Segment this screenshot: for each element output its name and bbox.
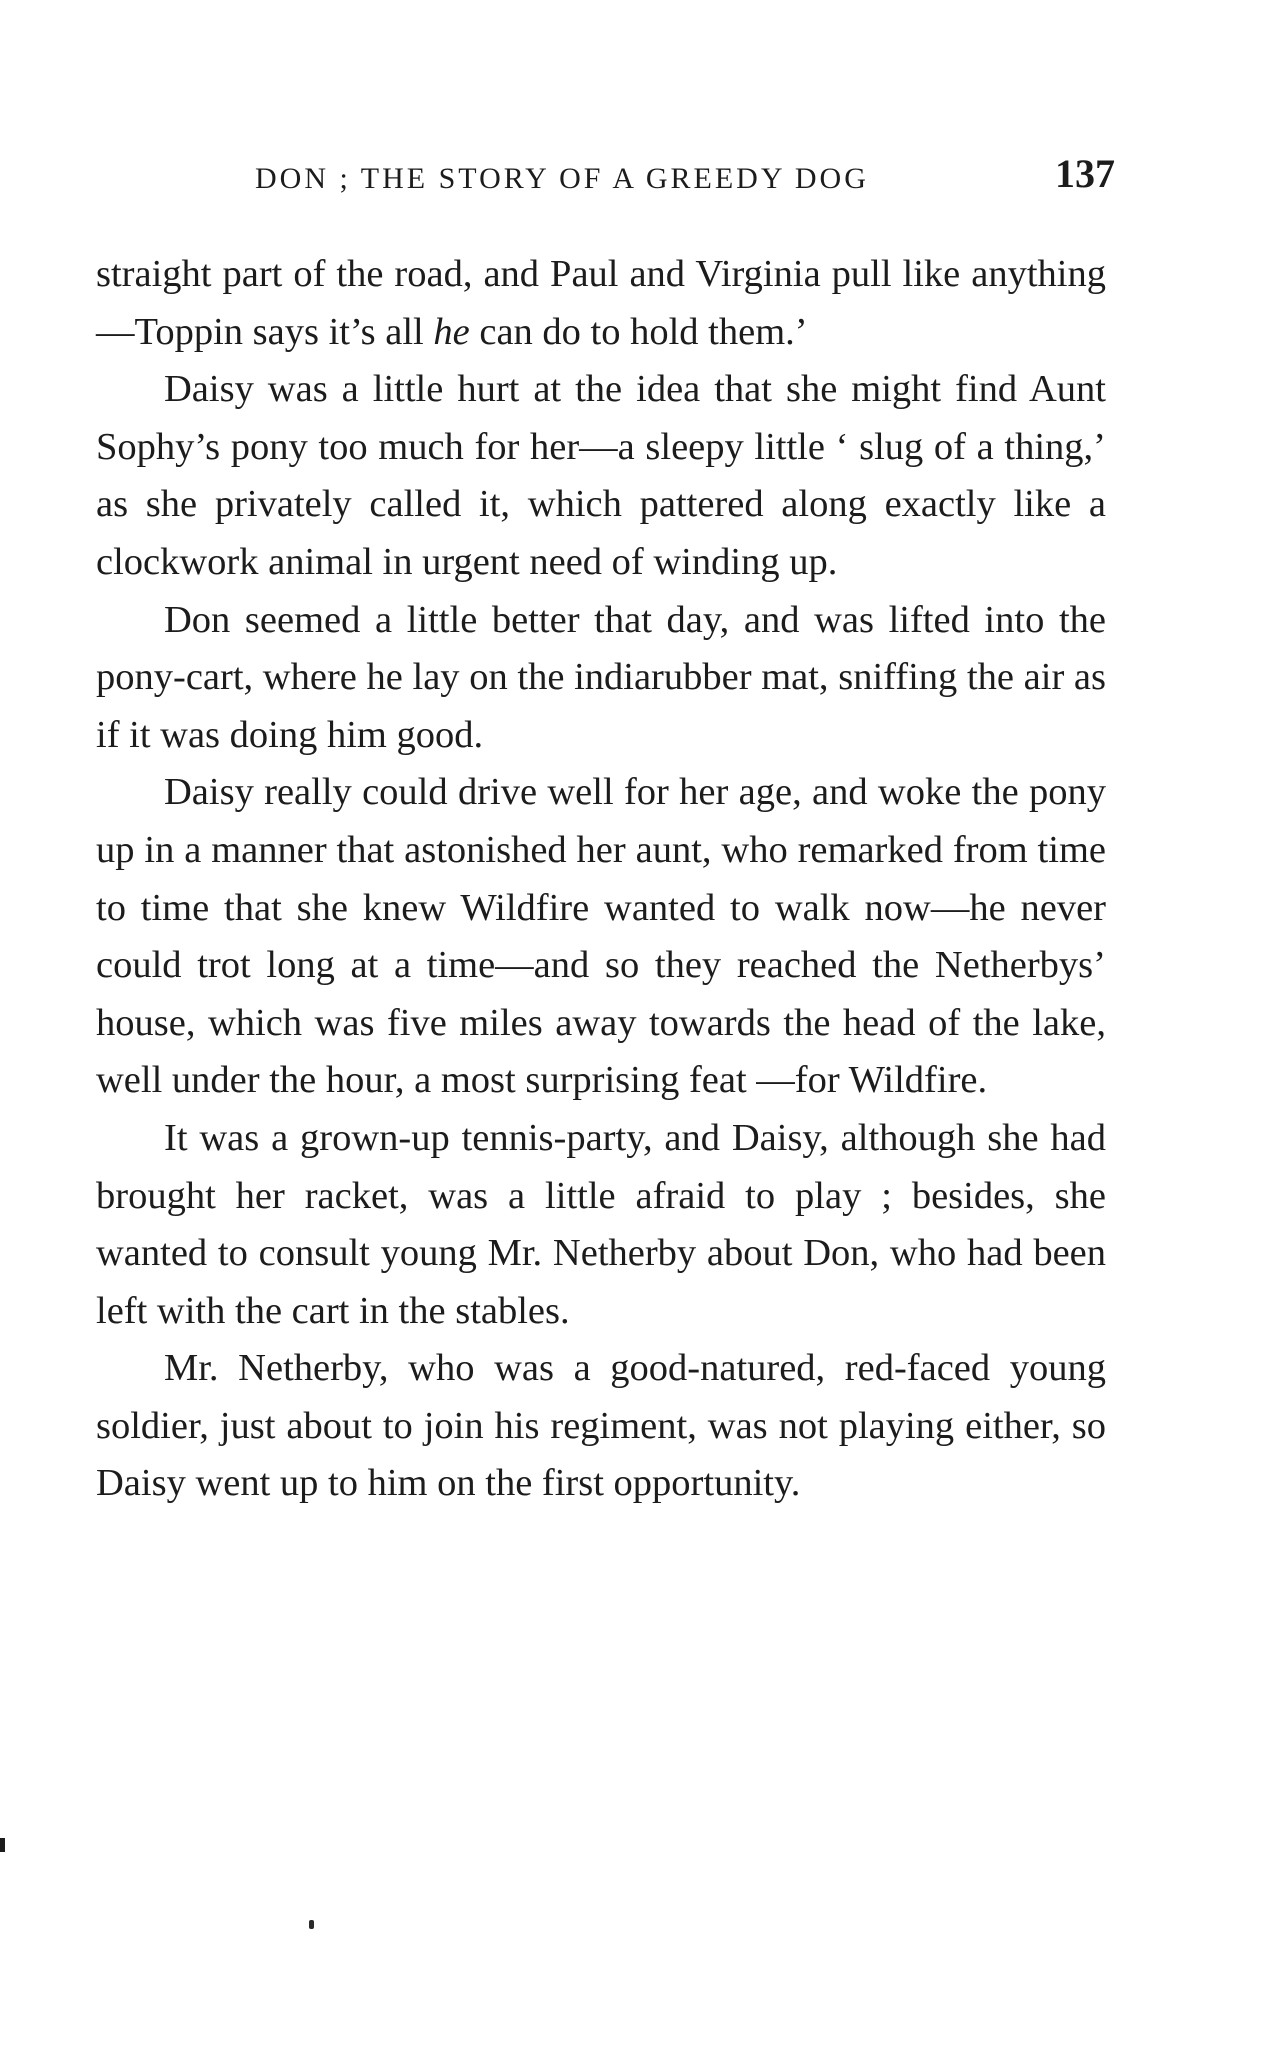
- margin-mark: [0, 1838, 5, 1852]
- paragraph-2: Daisy was a little hurt at the idea that she might find Aunt Sophy’s pony too much for her—a sleepy little ‘ slug of a thing,’ as she privately called it, which pattered along exactly like a clockwork animal in urgent need of winding up.: [96, 368, 1106, 583]
- paragraph-1: [96, 246, 1106, 361]
- paragraph-1-text-end: can do to hold them.’: [469, 310, 808, 353]
- stray-ink-dot: [309, 1920, 314, 1929]
- running-title: DON ; THE STORY OF A GREEDY DOG: [255, 162, 869, 195]
- paragraph-1-text: straight part of the road, and Paul and Virginia pull like anything—Toppin says it’s all: [96, 253, 1106, 353]
- body-text: [96, 246, 1106, 1513]
- paragraph-1-italic: he: [433, 310, 470, 353]
- page-number: 137: [1055, 151, 1115, 196]
- paragraph-4: Daisy really could drive well for her age, and woke the pony up in a manner that astonished her aunt, who remarked from time to time that she knew Wildfire wanted to walk now—he never could trot long at a time—and so they reached the Netherbys’ house, which was five miles away towards the head of the lake, well under the hour, a most surprising feat —for Wildfire.: [96, 771, 1106, 1102]
- page-header: [255, 150, 1115, 200]
- paragraph-6: Mr. Netherby, who was a good-natured, red-faced young soldier, just about to join his regiment, was not playing either, so Daisy went up to him on the first opportunity.: [96, 1347, 1106, 1505]
- paragraph-3: Don seemed a little better that day, and was lifted into the pony-cart, where he lay on the indiarubber mat, sniffing the air as if it was doing him good.: [96, 598, 1106, 756]
- paragraph-5: It was a grown-up tennis-party, and Daisy, although she had brought her racket, was a little afraid to play ; besides, she wanted to consult young Mr. Netherby about Don, who had been left with the cart in the stables.: [96, 1116, 1106, 1332]
